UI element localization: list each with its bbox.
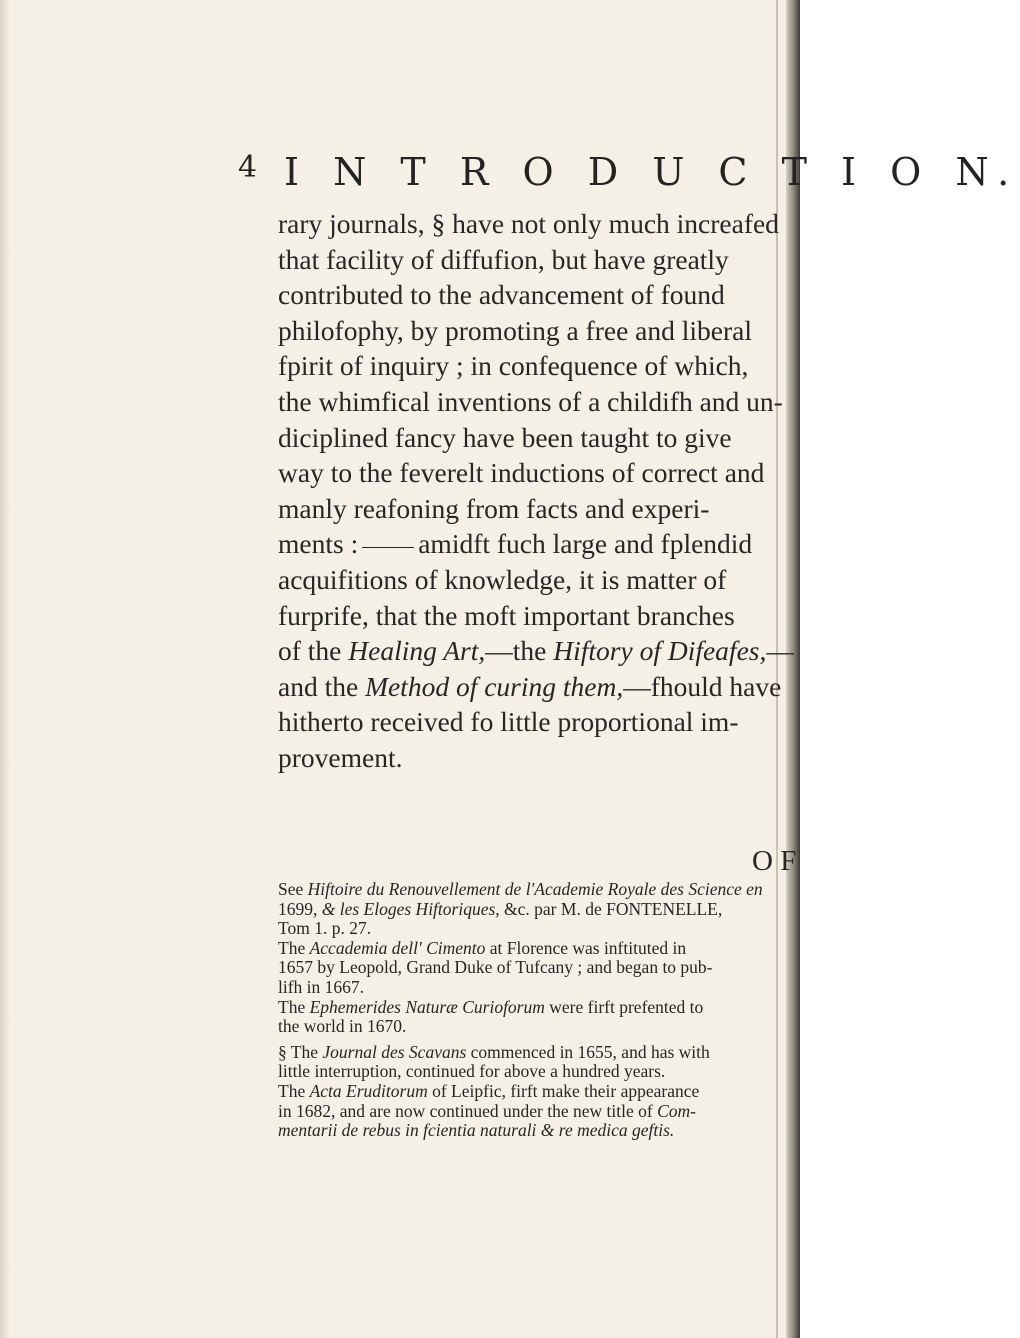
text-line: way to the feverelt inductions of correct and [278, 457, 765, 489]
footnote-line: Tom 1. p. 27. [278, 918, 372, 939]
text-line [278, 633, 798, 669]
footnote-line: 1657 by Leopold, Grand Duke of Tufcany ; and began to pub- [278, 957, 713, 978]
text-line: the whimfical inventions of a childifh and un- [278, 385, 783, 417]
running-header [238, 150, 1020, 194]
running-title: I N T R O D U C T I O N. [284, 150, 1020, 194]
text-line: provement. [278, 741, 403, 773]
italic-phrase: Method of curing them, [365, 670, 624, 702]
footnote-line: little interruption, continued for above a hundred years. [278, 1061, 666, 1082]
text-fragment: See [278, 879, 308, 899]
footnote-line [278, 998, 798, 1018]
text-line: rary journals, § have not only much increafed [278, 208, 779, 239]
text-fragment: — [766, 635, 794, 667]
page-gutter-shadow [0, 0, 10, 1338]
footnotes [278, 880, 798, 1141]
footnote-line [278, 1102, 798, 1122]
text-fragment: commenced in 1655, and has with [466, 1041, 710, 1062]
catchword: O F [752, 845, 797, 877]
italic-title: Com- [657, 1100, 696, 1121]
text-fragment: 1699, [278, 898, 322, 919]
page-number: 4 [238, 150, 258, 185]
footnote-line [278, 880, 798, 900]
text-line: hitherto received fo little proportional im- [278, 706, 739, 738]
italic-title: Hiftoire du Renouvellement de l'Academie Royale des Science en [307, 879, 763, 899]
text-fragment: The [278, 1080, 310, 1101]
footnote-line: lifh in 1667. [278, 976, 365, 997]
text-fragment: &c. par M. de FONTENELLE, [499, 898, 723, 919]
text-line [278, 526, 798, 562]
italic-title: & les Eloges Hiftoriques, [321, 898, 500, 919]
footnote-line [278, 1082, 798, 1102]
italic-phrase: Healing Art, [348, 635, 486, 667]
italic-title: Journal des Scavans [322, 1041, 467, 1062]
text-line: contributed to the advancement of found [278, 279, 725, 311]
italic-phrase: Hiftory of Difeafes, [553, 635, 767, 667]
text-line: acquifitions of knowledge, it is matter of [278, 563, 727, 595]
text-fragment: amidft fuch large and fplendid [418, 528, 753, 560]
footnote-line [278, 900, 798, 920]
text-fragment: § The [278, 1041, 323, 1062]
text-fragment: of Leipfic, firft make their appearance [427, 1080, 700, 1101]
text-line [278, 669, 798, 705]
footnote-line: mentarii de rebus in fcientia naturali & re medica geftis. [278, 1120, 675, 1141]
footnote-line [278, 939, 798, 959]
text-fragment: at Florence was inftituted in [485, 937, 687, 958]
text-line: that facility of diffufion, but have greatly [278, 243, 729, 275]
text-line: philofophy, by promoting a free and liberal [278, 314, 752, 346]
italic-title: Accademia dell' Cimento [309, 937, 486, 958]
text-fragment: The [278, 996, 310, 1017]
main-text [278, 206, 798, 776]
text-fragment: The [278, 937, 310, 958]
text-fragment: and the [278, 670, 366, 702]
text-fragment: in 1682, and are now continued under the new title of [278, 1100, 658, 1121]
text-line: fpirit of inquiry ; in confequence of which, [278, 350, 749, 382]
footnote-line [278, 1043, 798, 1063]
text-fragment: were firft prefented to [544, 996, 704, 1017]
text-line: furprife, that the moft important branches [278, 599, 735, 631]
text-fragment: —fhould have [623, 670, 782, 702]
text-line: manly reafoning from facts and experi- [278, 492, 710, 524]
footnote-line: the world in 1670. [278, 1016, 407, 1037]
italic-title: Ephemerides Naturæ Curioforum [309, 996, 545, 1017]
italic-title: Acta Eruditorum [309, 1080, 428, 1101]
text-fragment: ments : [278, 528, 359, 560]
text-fragment: —the [485, 635, 554, 667]
em-dash-rule [362, 547, 414, 548]
text-fragment: of the [278, 635, 349, 667]
text-line: diciplined fancy have been taught to give [278, 421, 732, 453]
